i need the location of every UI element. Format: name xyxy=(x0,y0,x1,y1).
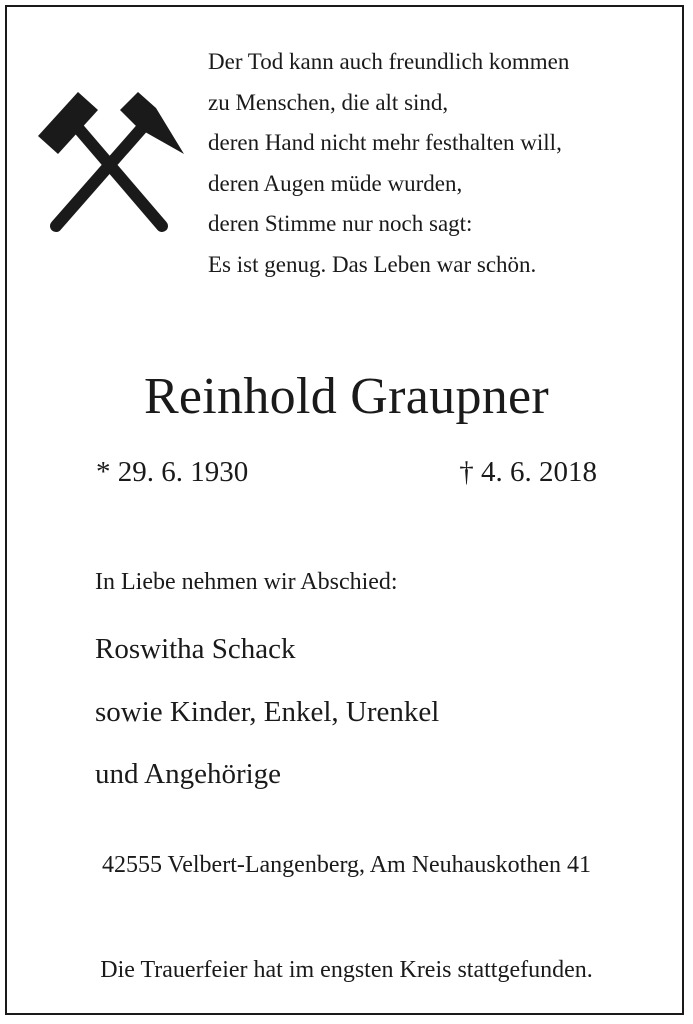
poem-line: deren Stimme nur noch sagt: xyxy=(208,211,473,236)
poem-line: Es ist genug. Das Leben war schön. xyxy=(208,251,537,277)
poem-line: Der Tod kann auch freundlich kommen xyxy=(208,49,570,74)
death-date: † 4. 6. 2018 xyxy=(459,456,597,488)
poem-line: zu Menschen, die alt sind, xyxy=(208,89,449,115)
deceased-name: Reinhold Graupner xyxy=(143,368,550,425)
farewell-intro: In Liebe nehmen wir Abschied: xyxy=(95,569,398,595)
mourners-list xyxy=(95,618,439,806)
crossed-hammers-icon xyxy=(34,88,186,236)
mourner-line: Roswitha Schack xyxy=(95,633,296,665)
poem xyxy=(208,42,668,285)
poem-line: deren Augen müde wurden, xyxy=(208,170,463,196)
address: 42555 Velbert-Langenberg, Am Neuhauskothen 41 xyxy=(101,852,591,878)
birth-date: * 29. 6. 1930 xyxy=(96,456,249,488)
mourner-line: und Angehörige xyxy=(95,758,282,790)
mourner-line: sowie Kinder, Enkel, Urenkel xyxy=(95,695,440,728)
ceremony-note: Die Trauerfeier hat im engsten Kreis stattgefunden. xyxy=(100,957,593,983)
poem-line: deren Hand nicht mehr festhalten will, xyxy=(208,130,562,155)
